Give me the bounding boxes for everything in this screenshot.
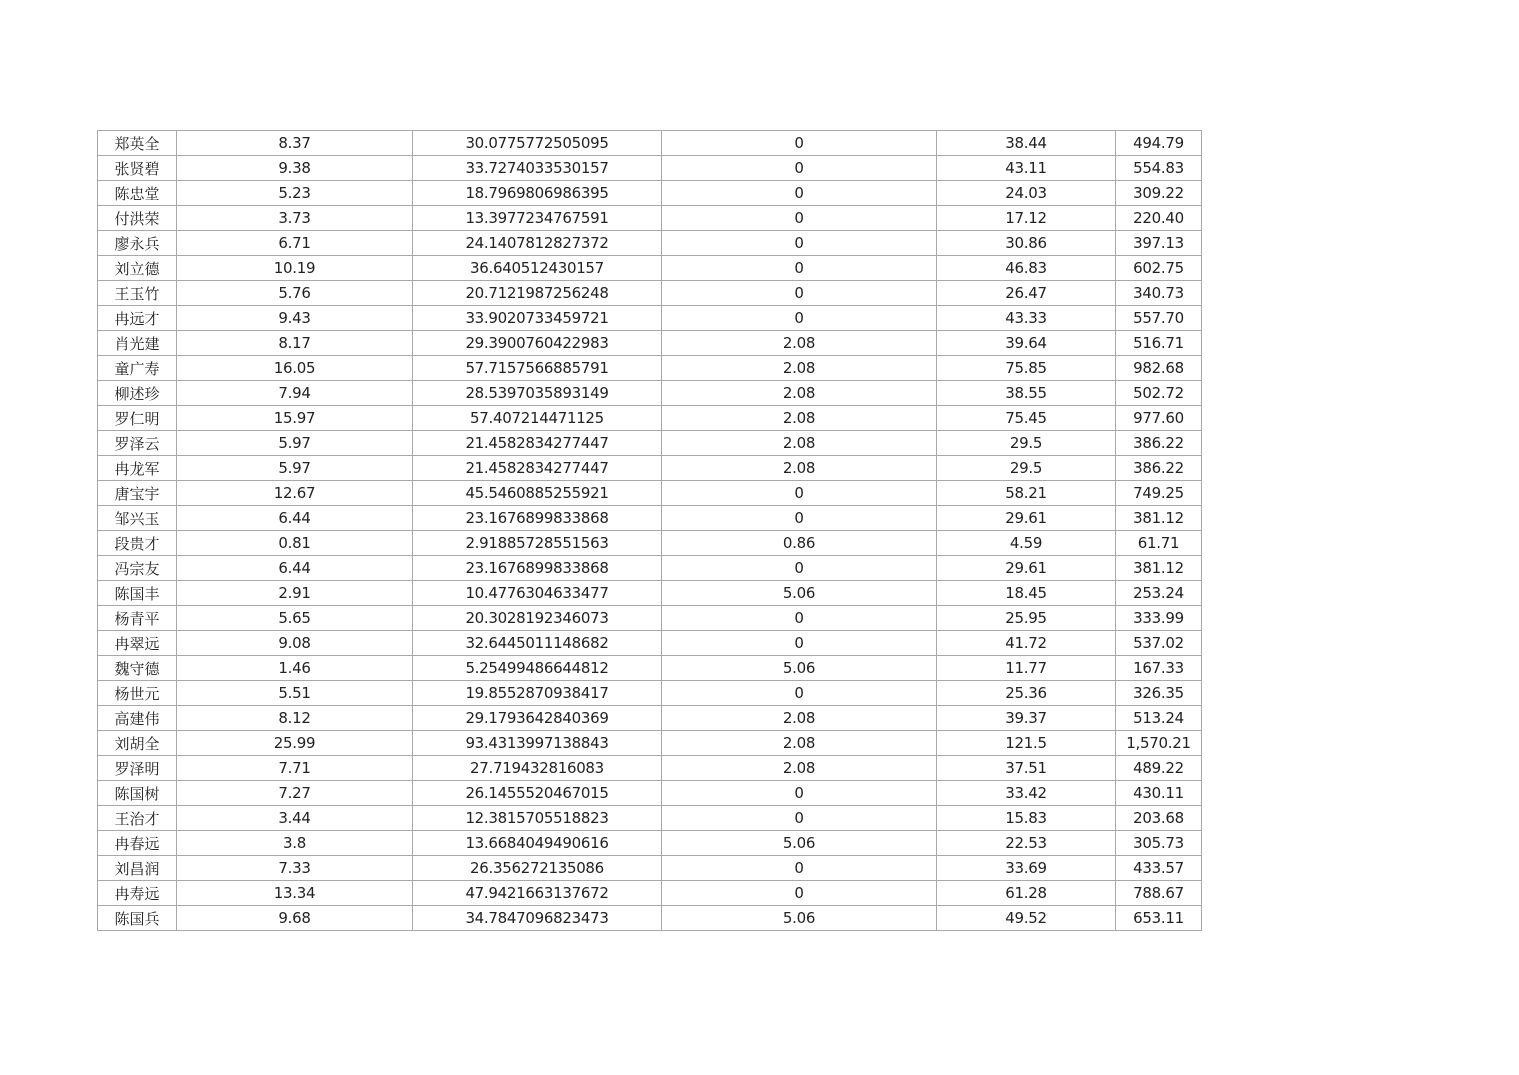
total-cell: 309.22: [1116, 181, 1202, 206]
value-cell-a: 3.44: [177, 806, 413, 831]
value-cell-c: 2.08: [662, 431, 937, 456]
value-cell-a: 6.44: [177, 556, 413, 581]
total-cell: 253.24: [1116, 581, 1202, 606]
value-cell-a: 7.27: [177, 781, 413, 806]
value-cell-a: 5.97: [177, 431, 413, 456]
value-cell-a: 9.68: [177, 906, 413, 931]
value-cell-b: 33.9020733459721: [413, 306, 662, 331]
value-cell-a: 7.33: [177, 856, 413, 881]
value-cell-a: 5.76: [177, 281, 413, 306]
value-cell-a: 7.71: [177, 756, 413, 781]
name-cell: 刘昌润: [98, 856, 177, 881]
value-cell-c: 2.08: [662, 381, 937, 406]
value-cell-c: 0: [662, 281, 937, 306]
name-cell: 冉龙军: [98, 456, 177, 481]
table-row: [98, 906, 1202, 931]
total-cell: 305.73: [1116, 831, 1202, 856]
table-row: [98, 481, 1202, 506]
table-row: [98, 556, 1202, 581]
value-cell-c: 0: [662, 681, 937, 706]
value-cell-c: 0: [662, 181, 937, 206]
value-cell-a: 5.51: [177, 681, 413, 706]
name-cell: 冉远才: [98, 306, 177, 331]
table-row: [98, 181, 1202, 206]
value-cell-b: 36.640512430157: [413, 256, 662, 281]
data-table: [97, 130, 1202, 931]
value-cell-b: 29.3900760422983: [413, 331, 662, 356]
name-cell: 唐宝宇: [98, 481, 177, 506]
value-cell-a: 5.65: [177, 606, 413, 631]
value-cell-a: 12.67: [177, 481, 413, 506]
name-cell: 杨世元: [98, 681, 177, 706]
name-cell: 段贵才: [98, 531, 177, 556]
total-cell: 513.24: [1116, 706, 1202, 731]
value-cell-a: 25.99: [177, 731, 413, 756]
total-cell: 386.22: [1116, 456, 1202, 481]
total-cell: 381.12: [1116, 506, 1202, 531]
table-row: [98, 881, 1202, 906]
value-cell-c: 2.08: [662, 356, 937, 381]
value-cell-a: 10.19: [177, 256, 413, 281]
name-cell: 刘立德: [98, 256, 177, 281]
value-cell-a: 6.44: [177, 506, 413, 531]
value-cell-c: 0.86: [662, 531, 937, 556]
total-cell: 653.11: [1116, 906, 1202, 931]
table-row: [98, 131, 1202, 156]
value-cell-a: 8.17: [177, 331, 413, 356]
value-cell-a: 3.73: [177, 206, 413, 231]
value-cell-a: 0.81: [177, 531, 413, 556]
value-cell-d: 43.11: [937, 156, 1116, 181]
value-cell-d: 75.85: [937, 356, 1116, 381]
total-cell: 537.02: [1116, 631, 1202, 656]
value-cell-a: 8.37: [177, 131, 413, 156]
value-cell-d: 33.42: [937, 781, 1116, 806]
total-cell: 397.13: [1116, 231, 1202, 256]
value-cell-a: 16.05: [177, 356, 413, 381]
name-cell: 郑英全: [98, 131, 177, 156]
value-cell-b: 23.1676899833868: [413, 556, 662, 581]
value-cell-c: 5.06: [662, 656, 937, 681]
total-cell: 203.68: [1116, 806, 1202, 831]
table-row: [98, 756, 1202, 781]
value-cell-c: 2.08: [662, 731, 937, 756]
value-cell-b: 34.7847096823473: [413, 906, 662, 931]
value-cell-b: 27.719432816083: [413, 756, 662, 781]
value-cell-b: 2.91885728551563: [413, 531, 662, 556]
table-row: [98, 581, 1202, 606]
value-cell-d: 24.03: [937, 181, 1116, 206]
value-cell-d: 43.33: [937, 306, 1116, 331]
total-cell: 340.73: [1116, 281, 1202, 306]
table-row: [98, 456, 1202, 481]
value-cell-d: 75.45: [937, 406, 1116, 431]
value-cell-b: 57.407214471125: [413, 406, 662, 431]
name-cell: 张贤碧: [98, 156, 177, 181]
value-cell-b: 28.5397035893149: [413, 381, 662, 406]
value-cell-b: 5.25499486644812: [413, 656, 662, 681]
table-row: [98, 806, 1202, 831]
value-cell-b: 13.6684049490616: [413, 831, 662, 856]
value-cell-d: 4.59: [937, 531, 1116, 556]
value-cell-a: 3.8: [177, 831, 413, 856]
name-cell: 童广寿: [98, 356, 177, 381]
value-cell-d: 37.51: [937, 756, 1116, 781]
value-cell-d: 17.12: [937, 206, 1116, 231]
total-cell: 494.79: [1116, 131, 1202, 156]
value-cell-c: 0: [662, 781, 937, 806]
table-row: [98, 306, 1202, 331]
value-cell-c: 2.08: [662, 456, 937, 481]
value-cell-d: 39.37: [937, 706, 1116, 731]
total-cell: 554.83: [1116, 156, 1202, 181]
name-cell: 廖永兵: [98, 231, 177, 256]
value-cell-b: 45.5460885255921: [413, 481, 662, 506]
value-cell-c: 5.06: [662, 581, 937, 606]
value-cell-d: 29.61: [937, 556, 1116, 581]
table-row: [98, 431, 1202, 456]
total-cell: 516.71: [1116, 331, 1202, 356]
value-cell-d: 18.45: [937, 581, 1116, 606]
value-cell-c: 0: [662, 631, 937, 656]
value-cell-a: 1.46: [177, 656, 413, 681]
value-cell-d: 41.72: [937, 631, 1116, 656]
table-row: [98, 781, 1202, 806]
value-cell-b: 19.8552870938417: [413, 681, 662, 706]
table-row: [98, 831, 1202, 856]
value-cell-c: 2.08: [662, 331, 937, 356]
value-cell-d: 29.5: [937, 431, 1116, 456]
name-cell: 王治才: [98, 806, 177, 831]
name-cell: 冉春远: [98, 831, 177, 856]
value-cell-b: 13.3977234767591: [413, 206, 662, 231]
value-cell-d: 26.47: [937, 281, 1116, 306]
value-cell-b: 30.0775772505095: [413, 131, 662, 156]
table-body: [98, 131, 1202, 931]
table-row: [98, 706, 1202, 731]
table-row: [98, 156, 1202, 181]
name-cell: 冯宗友: [98, 556, 177, 581]
name-cell: 付洪荣: [98, 206, 177, 231]
value-cell-c: 0: [662, 606, 937, 631]
value-cell-c: 2.08: [662, 756, 937, 781]
name-cell: 陈国树: [98, 781, 177, 806]
value-cell-d: 29.61: [937, 506, 1116, 531]
value-cell-b: 12.3815705518823: [413, 806, 662, 831]
value-cell-c: 2.08: [662, 406, 937, 431]
total-cell: 381.12: [1116, 556, 1202, 581]
total-cell: 386.22: [1116, 431, 1202, 456]
value-cell-b: 21.4582834277447: [413, 431, 662, 456]
table-row: [98, 231, 1202, 256]
value-cell-b: 24.1407812827372: [413, 231, 662, 256]
value-cell-d: 22.53: [937, 831, 1116, 856]
value-cell-c: 2.08: [662, 706, 937, 731]
value-cell-b: 26.356272135086: [413, 856, 662, 881]
value-cell-b: 23.1676899833868: [413, 506, 662, 531]
value-cell-b: 32.6445011148682: [413, 631, 662, 656]
table-row: [98, 531, 1202, 556]
value-cell-b: 18.7969806986395: [413, 181, 662, 206]
value-cell-a: 15.97: [177, 406, 413, 431]
total-cell: 326.35: [1116, 681, 1202, 706]
value-cell-d: 38.55: [937, 381, 1116, 406]
value-cell-b: 47.9421663137672: [413, 881, 662, 906]
name-cell: 柳述珍: [98, 381, 177, 406]
value-cell-a: 2.91: [177, 581, 413, 606]
table-row: [98, 331, 1202, 356]
value-cell-c: 0: [662, 306, 937, 331]
total-cell: 220.40: [1116, 206, 1202, 231]
value-cell-b: 20.7121987256248: [413, 281, 662, 306]
value-cell-b: 33.7274033530157: [413, 156, 662, 181]
value-cell-a: 5.23: [177, 181, 413, 206]
name-cell: 冉寿远: [98, 881, 177, 906]
name-cell: 陈忠堂: [98, 181, 177, 206]
value-cell-b: 57.7157566885791: [413, 356, 662, 381]
table-row: [98, 206, 1202, 231]
name-cell: 罗仁明: [98, 406, 177, 431]
table-row: [98, 381, 1202, 406]
name-cell: 罗泽明: [98, 756, 177, 781]
name-cell: 冉翠远: [98, 631, 177, 656]
value-cell-b: 10.4776304633477: [413, 581, 662, 606]
value-cell-d: 30.86: [937, 231, 1116, 256]
total-cell: 1,570.21: [1116, 731, 1202, 756]
name-cell: 魏守德: [98, 656, 177, 681]
total-cell: 489.22: [1116, 756, 1202, 781]
total-cell: 167.33: [1116, 656, 1202, 681]
value-cell-d: 15.83: [937, 806, 1116, 831]
table-row: [98, 281, 1202, 306]
total-cell: 557.70: [1116, 306, 1202, 331]
total-cell: 430.11: [1116, 781, 1202, 806]
name-cell: 陈国兵: [98, 906, 177, 931]
value-cell-d: 46.83: [937, 256, 1116, 281]
value-cell-c: 0: [662, 506, 937, 531]
table-row: [98, 256, 1202, 281]
value-cell-a: 9.08: [177, 631, 413, 656]
table-row: [98, 631, 1202, 656]
table-row: [98, 681, 1202, 706]
value-cell-a: 9.43: [177, 306, 413, 331]
total-cell: 502.72: [1116, 381, 1202, 406]
value-cell-d: 11.77: [937, 656, 1116, 681]
value-cell-d: 58.21: [937, 481, 1116, 506]
value-cell-b: 21.4582834277447: [413, 456, 662, 481]
table-row: [98, 656, 1202, 681]
name-cell: 高建伟: [98, 706, 177, 731]
name-cell: 罗泽云: [98, 431, 177, 456]
value-cell-c: 5.06: [662, 906, 937, 931]
value-cell-c: 0: [662, 556, 937, 581]
name-cell: 刘胡全: [98, 731, 177, 756]
value-cell-c: 0: [662, 806, 937, 831]
value-cell-d: 33.69: [937, 856, 1116, 881]
value-cell-a: 9.38: [177, 156, 413, 181]
value-cell-d: 25.95: [937, 606, 1116, 631]
table-row: [98, 356, 1202, 381]
value-cell-c: 5.06: [662, 831, 937, 856]
name-cell: 肖光建: [98, 331, 177, 356]
value-cell-a: 6.71: [177, 231, 413, 256]
table-row: [98, 506, 1202, 531]
name-cell: 陈国丰: [98, 581, 177, 606]
value-cell-c: 0: [662, 856, 937, 881]
total-cell: 788.67: [1116, 881, 1202, 906]
table-row: [98, 406, 1202, 431]
name-cell: 邹兴玉: [98, 506, 177, 531]
total-cell: 433.57: [1116, 856, 1202, 881]
total-cell: 977.60: [1116, 406, 1202, 431]
value-cell-d: 25.36: [937, 681, 1116, 706]
table-row: [98, 731, 1202, 756]
value-cell-c: 0: [662, 881, 937, 906]
value-cell-c: 0: [662, 156, 937, 181]
value-cell-d: 121.5: [937, 731, 1116, 756]
value-cell-c: 0: [662, 256, 937, 281]
name-cell: 杨青平: [98, 606, 177, 631]
value-cell-c: 0: [662, 131, 937, 156]
value-cell-d: 29.5: [937, 456, 1116, 481]
total-cell: 749.25: [1116, 481, 1202, 506]
value-cell-a: 13.34: [177, 881, 413, 906]
name-cell: 王玉竹: [98, 281, 177, 306]
table-row: [98, 606, 1202, 631]
value-cell-c: 0: [662, 231, 937, 256]
value-cell-d: 38.44: [937, 131, 1116, 156]
value-cell-b: 29.1793642840369: [413, 706, 662, 731]
total-cell: 602.75: [1116, 256, 1202, 281]
total-cell: 982.68: [1116, 356, 1202, 381]
table-row: [98, 856, 1202, 881]
value-cell-a: 8.12: [177, 706, 413, 731]
value-cell-d: 39.64: [937, 331, 1116, 356]
total-cell: 61.71: [1116, 531, 1202, 556]
value-cell-d: 49.52: [937, 906, 1116, 931]
value-cell-b: 93.4313997138843: [413, 731, 662, 756]
value-cell-b: 20.3028192346073: [413, 606, 662, 631]
value-cell-c: 0: [662, 206, 937, 231]
value-cell-c: 0: [662, 481, 937, 506]
value-cell-b: 26.1455520467015: [413, 781, 662, 806]
value-cell-a: 5.97: [177, 456, 413, 481]
value-cell-d: 61.28: [937, 881, 1116, 906]
value-cell-a: 7.94: [177, 381, 413, 406]
total-cell: 333.99: [1116, 606, 1202, 631]
